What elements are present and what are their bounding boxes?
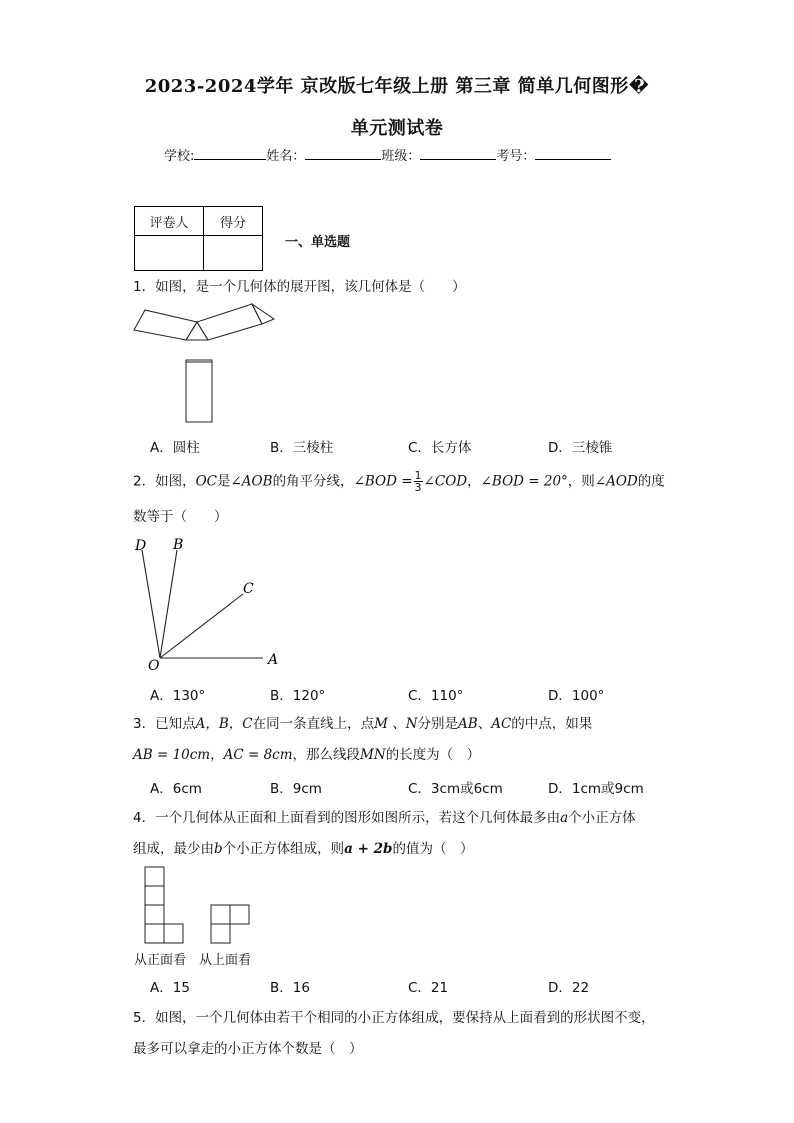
question-4-stem-line1: 4．一个几何体从正面和上面看到的图形如图所示，若这个几何体最多由a个小正方体 <box>133 810 636 826</box>
q3-option-a[interactable]: A．6cm <box>150 781 202 797</box>
score-header: 得分 <box>204 207 263 236</box>
top-square <box>230 905 249 924</box>
score-cell[interactable] <box>204 236 263 271</box>
q4-option-c[interactable]: C．21 <box>408 980 449 996</box>
q1-option-b[interactable]: B．三棱柱 <box>270 440 334 456</box>
q1-net-shape <box>134 304 274 422</box>
page-title-line2: 单元测试卷 <box>350 118 444 139</box>
reviewer-header: 评卷人 <box>135 207 204 236</box>
q1-option-c[interactable]: C．长方体 <box>408 440 472 456</box>
class-label: 班级： <box>381 149 421 164</box>
class-blank[interactable] <box>420 147 496 160</box>
school-label: 学校: <box>164 149 195 164</box>
q2-angle-figure <box>130 532 290 672</box>
front-cube <box>145 905 164 924</box>
label-c: C <box>243 581 254 597</box>
q4-option-b[interactable]: B．16 <box>270 980 310 996</box>
question-1-stem: 1．如图，是一个几何体的展开图，该几何体是（ ） <box>133 279 466 295</box>
front-cube <box>145 924 164 943</box>
top-square <box>211 905 230 924</box>
question-5-stem-line2: 最多可以拿走的小正方体个数是（ ） <box>133 1041 363 1057</box>
q1-option-d[interactable]: D．三棱锥 <box>548 440 613 456</box>
q3-option-d[interactable]: D．1cm或9cm <box>548 781 644 797</box>
question-3-stem-line2: AB = 10cm，AC = 8cm，那么线段MN的长度为（ ） <box>133 747 481 763</box>
name-label: 姓名： <box>266 149 306 164</box>
top-view-caption: 从上面看 <box>199 953 252 968</box>
ray-od <box>142 550 160 658</box>
front-cube <box>164 924 183 943</box>
score-table <box>134 206 263 271</box>
q4-views-figure <box>130 862 260 946</box>
q2-option-d[interactable]: D．100° <box>548 688 605 704</box>
q2-option-c[interactable]: C．110° <box>408 688 464 704</box>
front-cube <box>145 867 164 886</box>
question-2-stem: 2．如图，OC是∠AOB的角平分线，∠BOD = $\frac{1}{3}$ ∠COD，∠BOD = 20°，则∠AOD的度 <box>133 469 665 494</box>
question-2-stem-line2: 数等于（ ） <box>133 509 228 525</box>
exam-no-label: 考号： <box>496 149 536 164</box>
front-view-caption: 从正面看 <box>134 953 187 968</box>
section-title: 一、单选题 <box>285 235 351 250</box>
school-blank[interactable] <box>194 147 266 160</box>
top-square <box>211 924 230 943</box>
q1-net-figure <box>130 302 280 428</box>
label-a: A <box>268 652 279 668</box>
q4-option-d[interactable]: D．22 <box>548 980 590 996</box>
question-4-stem-line2: 组成，最少由b个小正方体组成，则a + 2b的值为（ ） <box>133 841 474 857</box>
label-b: B <box>173 537 184 553</box>
student-info-line <box>164 145 611 164</box>
exam-no-blank[interactable] <box>535 147 611 160</box>
q3-option-b[interactable]: B．9cm <box>270 781 322 797</box>
front-cube <box>145 886 164 905</box>
reviewer-cell[interactable] <box>135 236 204 271</box>
q2-option-a[interactable]: A．130° <box>150 688 206 704</box>
q2-option-b[interactable]: B．120° <box>270 688 326 704</box>
q4-option-a[interactable]: A．15 <box>150 980 190 996</box>
question-3-stem-line1: 3．已知点A，B，C在同一条直线上，点M 、N分别是AB、AC的中点，如果 <box>133 716 593 732</box>
fraction-one-third: $\frac{1}{3}$ <box>414 469 422 494</box>
label-d: D <box>135 538 147 554</box>
label-o: O <box>148 658 160 672</box>
name-blank[interactable] <box>305 147 381 160</box>
ray-ob <box>160 550 177 658</box>
q3-option-c[interactable]: C．3cm或6cm <box>408 781 503 797</box>
page-title-line1: 2023-2024学年 京改版七年级上册 第三章 简单几何图形� <box>144 76 650 97</box>
q1-option-a[interactable]: A．圆柱 <box>150 440 200 456</box>
question-5-stem-line1: 5．如图，一个几何体由若干个相同的小正方体组成，要保持从上面看到的形状图不变， <box>133 1010 655 1026</box>
ray-oc <box>160 594 243 658</box>
